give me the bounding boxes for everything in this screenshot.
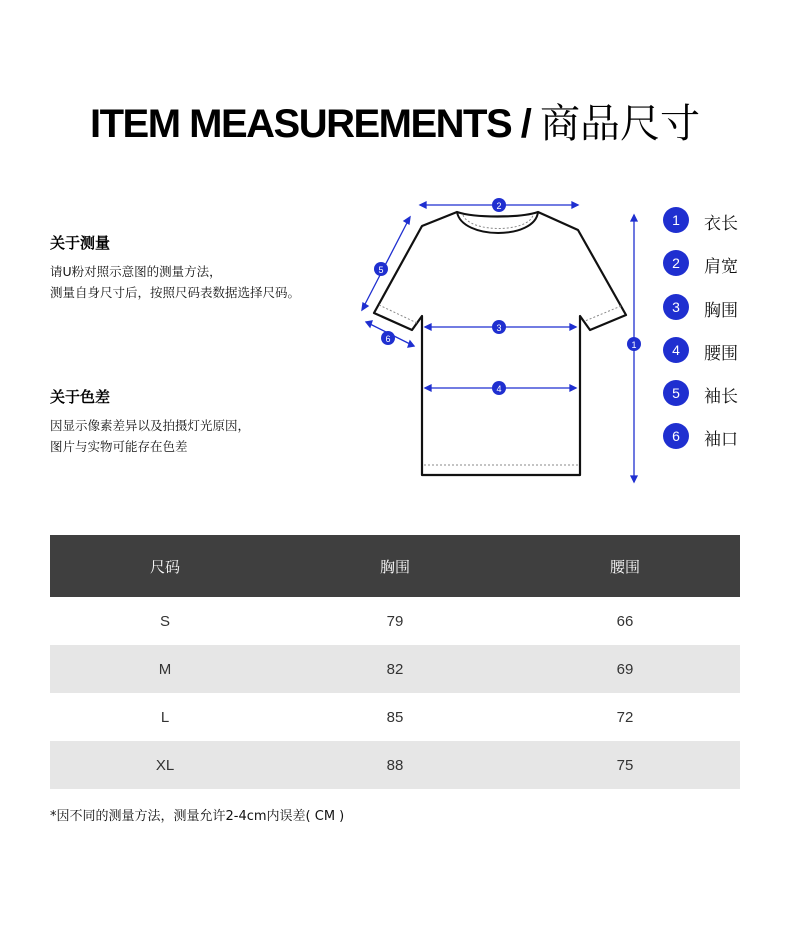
cell-chest: 88	[386, 756, 404, 774]
cell-chest: 82	[386, 660, 404, 678]
cell-size: S	[159, 612, 170, 630]
color-note-text	[50, 415, 250, 457]
cell-size: M	[158, 660, 172, 678]
size-table-header	[50, 535, 740, 597]
measure-note-line-2: 测量自身尺寸后，按照尺码表数据选择尺码。	[50, 285, 301, 300]
legend-item-cuff	[663, 423, 773, 449]
legend-number-6: 6	[663, 423, 689, 449]
marker-waist	[492, 381, 506, 395]
measure-note-line-1: 请U粉对照示意图的测量方法，	[50, 264, 222, 279]
table-row	[50, 597, 740, 645]
table-row	[50, 741, 740, 789]
marker-cuff	[381, 331, 395, 345]
table-row	[50, 645, 740, 693]
legend-label-length: 衣长	[704, 214, 738, 234]
marker-chest-label: 3	[496, 323, 502, 333]
marker-chest	[492, 320, 506, 334]
legend-number-1: 1	[663, 207, 689, 233]
cell-waist: 72	[616, 708, 634, 726]
title-separator: /	[511, 102, 541, 146]
legend-item-shoulder	[663, 250, 773, 276]
marker-length	[627, 337, 641, 351]
measurement-footnote: *因不同的测量方法，测量允许2-4cm内误差( CM )	[50, 809, 345, 824]
cell-size: XL	[155, 756, 175, 774]
cell-waist: 66	[616, 612, 634, 630]
legend-label-waist: 腰围	[704, 344, 738, 364]
marker-length-label: 1	[631, 340, 637, 350]
legend-number-2: 2	[663, 250, 689, 276]
cell-size: L	[160, 708, 170, 726]
legend-number-3: 3	[663, 294, 689, 320]
measure-note-heading: 关于测量	[50, 234, 111, 252]
marker-sleeve-length	[374, 262, 388, 276]
header-chest: 胸围	[379, 558, 410, 576]
marker-cuff-label: 6	[385, 334, 391, 344]
measure-note-text	[50, 261, 300, 303]
title-en: ITEM MEASUREMENTS	[89, 102, 512, 146]
color-note-heading: 关于色差	[50, 388, 111, 406]
tshirt-diagram	[350, 190, 650, 495]
header-size: 尺码	[149, 558, 180, 576]
marker-waist-label: 4	[496, 384, 502, 394]
page-title	[0, 92, 790, 149]
legend-label-sleeve-length: 袖长	[704, 387, 738, 407]
cell-chest: 79	[386, 612, 404, 630]
color-note-line-2: 图片与实物可能存在色差	[50, 439, 188, 454]
legend-label-chest: 胸围	[704, 301, 738, 321]
table-row	[50, 693, 740, 741]
cell-waist: 75	[616, 756, 634, 774]
legend-number-5: 5	[663, 380, 689, 406]
legend-number-4: 4	[663, 337, 689, 363]
legend-label-shoulder: 肩宽	[704, 257, 738, 277]
cell-chest: 85	[386, 708, 404, 726]
legend-item-waist	[663, 337, 773, 363]
cell-waist: 69	[616, 660, 634, 678]
title-cn: 商品尺寸	[540, 101, 701, 147]
legend-item-sleeve-length	[663, 380, 773, 406]
marker-sleeve-length-label: 5	[378, 265, 384, 275]
legend-item-length	[663, 207, 773, 233]
legend-item-chest	[663, 294, 773, 320]
legend-label-cuff: 袖口	[704, 430, 738, 450]
marker-shoulder-label: 2	[496, 201, 502, 211]
header-waist: 腰围	[609, 558, 640, 576]
color-note-line-1: 因显示像素差异以及拍摄灯光原因，	[50, 418, 251, 433]
marker-shoulder	[492, 198, 506, 212]
size-table	[50, 535, 740, 789]
